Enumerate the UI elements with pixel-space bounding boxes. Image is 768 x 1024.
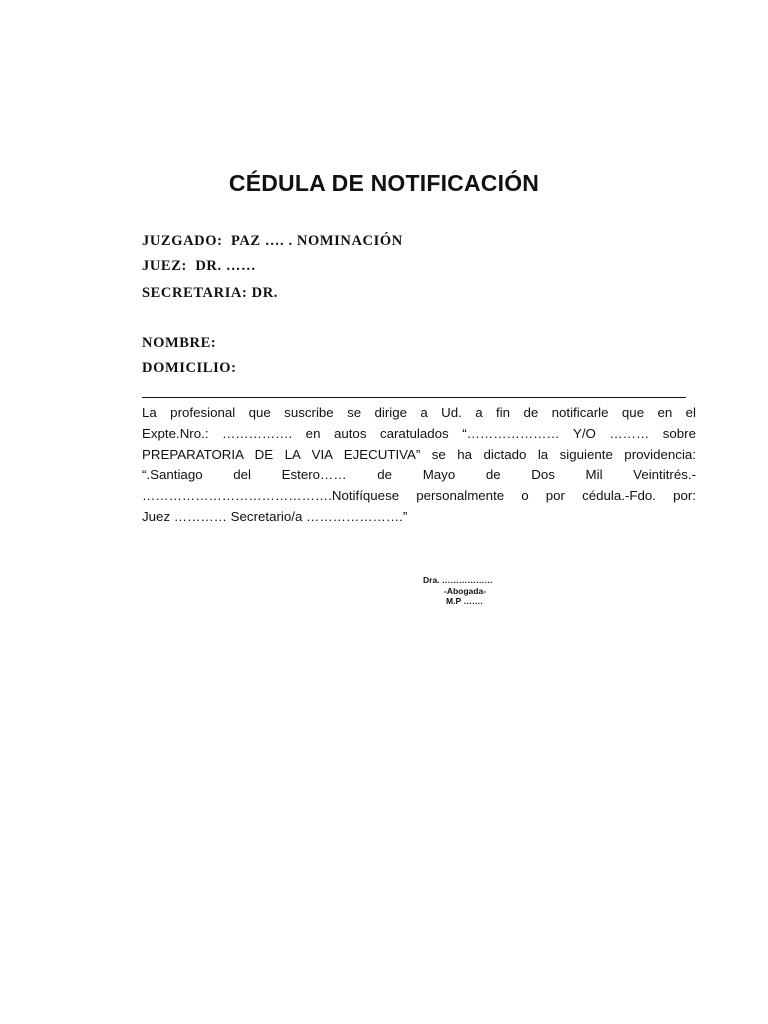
signature-role: -Abogada- xyxy=(444,585,487,596)
secretaria-line: SECRETARIA: DR. xyxy=(142,285,279,301)
body-line: Expte.Nro.: ……………. en autos caratulados “………………… Y/O ……… sobre xyxy=(142,425,696,441)
body-line: Juez ………… Secretario/a ………………….” xyxy=(142,508,408,524)
nombre-line: NOMBRE: xyxy=(142,335,217,351)
juzgado-line: JUZGADO: PAZ …. . NOMINACIÓN xyxy=(142,233,403,249)
domicilio-underline xyxy=(142,397,686,398)
document-title: CÉDULA DE NOTIFICACIÓN xyxy=(228,170,540,196)
domicilio-line: DOMICILIO: xyxy=(142,360,237,376)
signature-block xyxy=(423,575,563,607)
body-line: La profesional que suscribe se dirige a Ud. a fin de notificarle que en el xyxy=(142,405,696,420)
signature-name: Dra. ……………… xyxy=(423,575,493,585)
notification-body xyxy=(142,403,696,528)
body-line: “.Santiago del Estero…… de Mayo de Dos Mil Veintitrés.- xyxy=(142,467,696,483)
body-line: PREPARATORIA DE LA VIA EJECUTIVA” se ha dictado la siguiente providencia: xyxy=(142,446,696,462)
body-line: …………………………………….Notifíquese personalmente o por cédula.-Fdo. por: xyxy=(142,488,696,504)
juez-line: JUEZ: DR. …… xyxy=(142,258,257,274)
signature-mp: M.P ……. xyxy=(446,596,483,606)
